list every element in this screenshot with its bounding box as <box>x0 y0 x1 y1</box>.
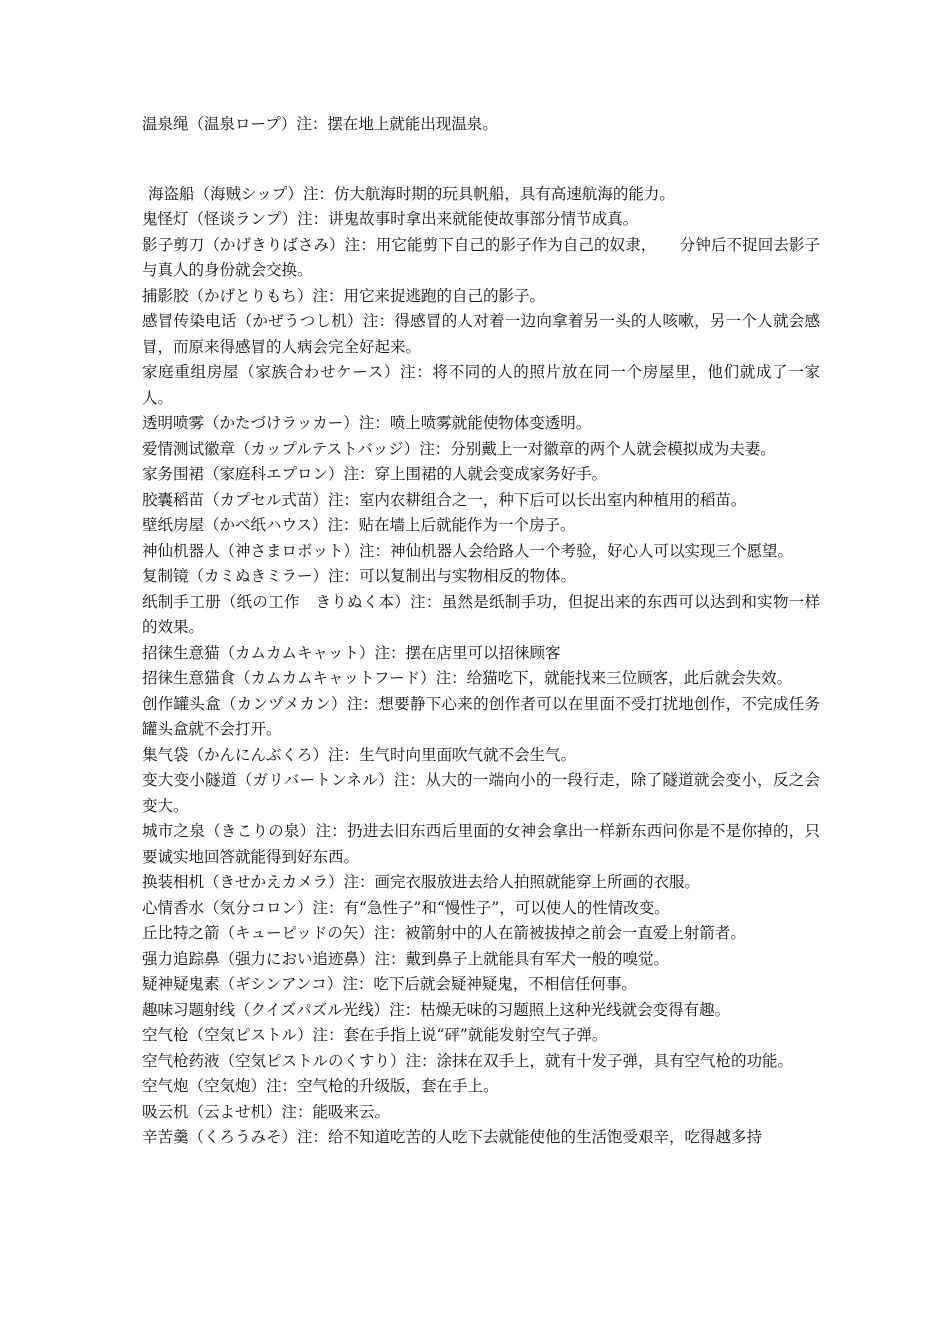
entry-family-house: 家庭重组房屋（家族合わせケース）注：将不同的人的照片放在同一个房屋里，他们就成了一家人。 <box>142 363 820 407</box>
entry-copy-mirror: 复制镜（カミぬきミラー）注：可以复制出与实物相反的物体。 <box>142 567 577 585</box>
entry-housework-apron: 家务围裙（家庭科エプロン）注：穿上围裙的人就会变成家务好手。 <box>142 465 608 483</box>
entry-cold-phone: 感冒传染电话（かぜうつし机）注：得感冒的人对着一边向拿着另一头的人咳嗽，另一个人就会感冒，而原来得感冒的人病会完全好起来。 <box>142 312 820 356</box>
entry-come-come-cat: 招徕生意猫（カムカムキャット）注：摆在店里可以招徕顾客 <box>142 643 561 662</box>
entry-air-pistol-liquid: 空气枪药液（空気ピストルのくすり）注：涂抹在双手上，就有十发子弹，具有空气枪的功能。 <box>142 1051 794 1070</box>
entry-shadow-scissors: 影子剪刀（かげきりばさみ）注：用它能剪下自己的影子作为自己的奴隶， 分钟后不捉回去影子与真人的身份就会交换。 <box>142 235 820 279</box>
entry-air-pistol: 空气枪（空気ピストル）注：套在手指上说“砰”就能发射空气子弹。 <box>142 1026 608 1044</box>
entry-dress-up-camera: 换装相机（きせかえカメラ）注：画完衣服放进去给人拍照就能穿上所画的衣服。 <box>142 873 701 891</box>
entry-god-robot: 神仙机器人（神さまロボット）注：神仙机器人会给路人一个考验，好心人可以实现三个愿望。 <box>142 541 794 560</box>
entry-hardship-miso: 辛苦羹（くろうみそ）注：给不知道吃苦的人吃下去就能使他的生活饱受艰辛，吃得越多持 <box>142 1128 763 1146</box>
document-body <box>142 112 820 1151</box>
entry-ghost-lamp: 鬼怪灯（怪谈ランプ）注：讲鬼故事时拿出来就能使故事部分情节成真。 <box>142 210 639 228</box>
entry-wallpaper-house: 壁纸房屋（かべ纸ハウス）注：贴在墙上后就能作为一个房子。 <box>142 516 576 534</box>
entry-patience-bag: 集气袋（かんにんぶくろ）注：生气时向里面吹气就不会生气。 <box>142 745 577 764</box>
entry-cloud-machine: 吸云机（云よせ机）注：能吸来云。 <box>142 1102 391 1121</box>
entry-tracking-nose: 强力追踪鼻（强力におい追迹鼻）注：戴到鼻子上就能具有军犬一般的嗅觉。 <box>142 949 670 968</box>
entry-capsule-rice: 胶囊稻苗（カプセル式苗）注：室内农耕组合之一，种下后可以长出室内种植用的稻苗。 <box>142 490 747 509</box>
entry-air-cannon: 空气炮（空気炮）注：空气枪的升级版，套在手上。 <box>142 1077 499 1095</box>
entry-gulliver-tunnel: 变大变小隧道（ガリバートンネル）注：从大的一端向小的一段行走，除了隧道就会变小，反之会变大。 <box>142 771 820 815</box>
entry-pirate-ship: 海盗船（海贼シップ）注：仿大航海时期的玩具帆船，具有高速航海的能力。 <box>148 184 675 203</box>
entry-come-come-cat-food: 招徕生意猫食（カムカムキャットフード）注：给猫吃下，就能找来三位顾客，此后就会失效。 <box>142 669 793 687</box>
entry-couple-badge: 爱情测试徽章（カップルテストバッジ）注：分别戴上一对徽章的两个人就会模拟成为夫妻。 <box>142 439 776 458</box>
entry-woodcutter-spring: 城市之泉（きこりの泉）注：扔进去旧东西后里面的女神会拿出一样新东西问你是不是你掉的，只要诚实地回答就能得到好东西。 <box>142 822 820 866</box>
entry-cupid-arrow: 丘比特之箭（キューピッドの矢）注：被箭射中的人在箭被拔掉之前会一直爱上射箭者。 <box>142 924 746 942</box>
entry-creation-can: 创作罐头盒（カンヅメカン）注：想要静下心来的创作者可以在里面不受打扰地创作，不完成任务罐头盒就不会打开。 <box>142 694 820 738</box>
entry-quiz-ray: 趣味习题射线（クイズパズル光线）注：枯燥无味的习题照上这种光线就会变得有趣。 <box>142 1000 731 1019</box>
entry-hot-spring-rope: 温泉绳（温泉ロープ）注：摆在地上就能出现温泉。 <box>142 115 498 133</box>
entry-mood-cologne: 心情香水（気分コロン）注：有“急性子”和“慢性子”，可以使人的性情改变。 <box>142 898 670 917</box>
entry-suspicion-bean: 疑神疑鬼素（ギシンアンコ）注：吃下后就会疑神疑鬼，不相信任何事。 <box>142 975 637 993</box>
entry-shadow-glue: 捕影胶（かげとりもち）注：用它来捉逃跑的自己的影子。 <box>142 286 546 305</box>
entry-paper-craft-book: 纸制手工册（纸の工作 きりぬく本）注：虽然是纸制手功，但捉出来的东西可以达到和实物一样的效果。 <box>142 592 820 636</box>
entry-transparent-spray: 透明喷雾（かたづけラッカー）注：喷上喷雾就能使物体变透明。 <box>142 414 592 432</box>
